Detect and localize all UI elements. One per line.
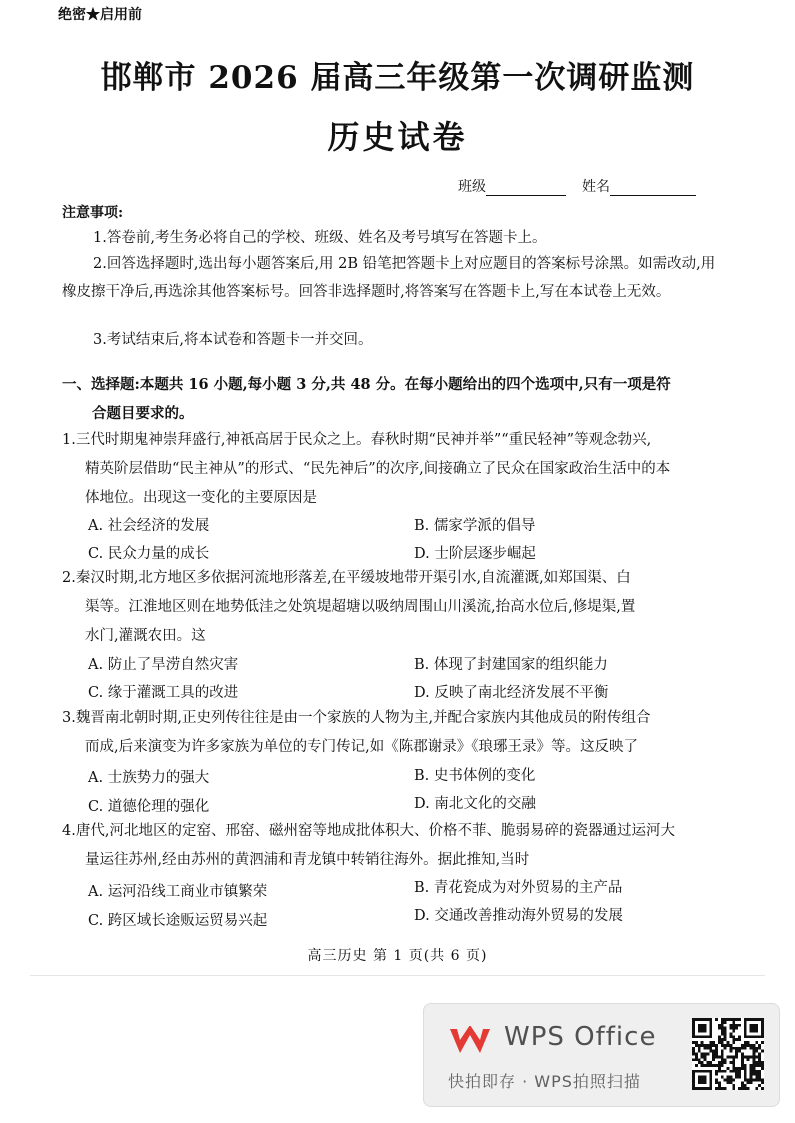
question-3-option-a: A. 士族势力的强大 xyxy=(88,770,210,786)
stem-line: 3.魏晋南北朝时期,正史列传往往是由一个家族的人物为主,并配合家族内其他成员的附传组合 xyxy=(62,710,651,726)
notes-title: 注意事项: xyxy=(62,205,124,221)
question-3-option-c: C. 道德伦理的强化 xyxy=(88,799,210,815)
note-item: 3.考试结束后,将本试卷和答题卡一并交回。 xyxy=(93,332,373,348)
stem-line: 精英阶层借助“民主神从”的形式、“民先神后”的次序,间接确立了民众在国家政治生活中的本 xyxy=(85,461,671,477)
stem-line: 4.唐代,河北地区的定窑、邢窑、磁州窑等地成批体积大、价格不菲、脆弱易碎的瓷器通过运河大 xyxy=(62,823,675,839)
section-heading xyxy=(62,370,722,428)
question-2-stem xyxy=(62,564,722,651)
name-blank xyxy=(610,181,696,196)
stem-line: 1.三代时期鬼神崇拜盛行,神祇高居于民众之上。春秋时期“民神并举”“重民轻神”等观念勃兴, xyxy=(62,432,652,448)
question-2-option-c: C. 缘于灌溉工具的改进 xyxy=(88,685,239,701)
question-2-option-b: B. 体现了封建国家的组织能力 xyxy=(414,657,608,673)
wps-brand-name: WPS Office xyxy=(504,1022,657,1052)
footer-divider xyxy=(30,975,765,976)
question-1-option-c: C. 民众力量的成长 xyxy=(88,546,210,562)
question-2-option-a: A. 防止了旱涝自然灾害 xyxy=(88,657,239,673)
question-2-option-d: D. 反映了南北经济发展不平衡 xyxy=(414,685,609,701)
question-4-stem xyxy=(62,817,722,875)
section-heading-line: 合题目要求的。 xyxy=(92,405,194,422)
stem-line: 2.秦汉时期,北方地区多依据河流地形落差,在平缓坡地带开渠引水,自流灌溉,如郑国渠、白 xyxy=(62,570,631,586)
question-1-option-b: B. 儒家学派的倡导 xyxy=(414,518,536,534)
stem-line: 体地位。出现这一变化的主要原因是 xyxy=(85,490,317,506)
confidential-mark: 绝密★启用前 xyxy=(58,7,142,23)
section-heading-line: 一、选择题:本题共 16 小题,每小题 3 分,共 48 分。在每小题给出的四个选项中,只有一项是符 xyxy=(62,376,671,393)
question-4-option-d: D. 交通改善推动海外贸易的发展 xyxy=(414,908,623,924)
question-1-option-d: D. 士阶层逐步崛起 xyxy=(414,546,536,562)
question-4-option-a: A. 运河沿线工商业市镇繁荣 xyxy=(88,884,268,900)
fill-in-row xyxy=(458,176,696,196)
qr-code-icon xyxy=(692,1018,764,1090)
class-label: 班级 xyxy=(458,179,486,195)
question-1-stem xyxy=(62,426,722,513)
stem-line: 量运往苏州,经由苏州的黄泗浦和青龙镇中转销往海外。据此推知,当时 xyxy=(85,852,530,868)
question-3-stem xyxy=(62,704,722,762)
name-label: 姓名 xyxy=(582,179,610,195)
wps-watermark-card xyxy=(423,1003,780,1107)
stem-line: 水门,灌溉农田。这 xyxy=(85,628,206,644)
note-item: 2.回答选择题时,选出每小题答案后,用 2B 铅笔把答题卡上对应题目的答案标号涂黑。如需改动,用橡皮擦干净后,再选涂其他答案标号。回答非选择题时,将答案写在答题卡上,写在本试卷上无效。 xyxy=(62,256,716,300)
note-item: 1.答卷前,考生务必将自己的学校、班级、姓名及考号填写在答题卡上。 xyxy=(93,230,547,246)
question-1-option-a: A. 社会经济的发展 xyxy=(88,518,210,534)
question-3-option-d: D. 南北文化的交融 xyxy=(414,796,536,812)
class-blank xyxy=(486,181,566,196)
question-3-option-b: B. 史书体例的变化 xyxy=(414,768,536,784)
wps-logo-icon xyxy=(448,1026,492,1056)
wps-tagline: 快拍即存 · WPS拍照扫描 xyxy=(448,1072,641,1091)
question-4-option-c: C. 跨区域长途贩运贸易兴起 xyxy=(88,913,268,929)
subject-title: 历史试卷 xyxy=(327,118,468,156)
stem-line: 渠等。江淮地区则在地势低洼之处筑堤超塘以吸纳周围山川溪流,抬高水位后,修堤渠,置 xyxy=(85,599,636,615)
exam-title: 邯郸市 2026 届高三年级第一次调研监测 xyxy=(100,60,695,96)
page-footer: 高三历史 第 1 页(共 6 页) xyxy=(307,948,488,964)
question-4-option-b: B. 青花瓷成为对外贸易的主产品 xyxy=(414,880,623,896)
stem-line: 而成,后来演变为许多家族为单位的专门传记,如《陈郡谢录》《琅琊王录》等。这反映了 xyxy=(85,739,638,755)
